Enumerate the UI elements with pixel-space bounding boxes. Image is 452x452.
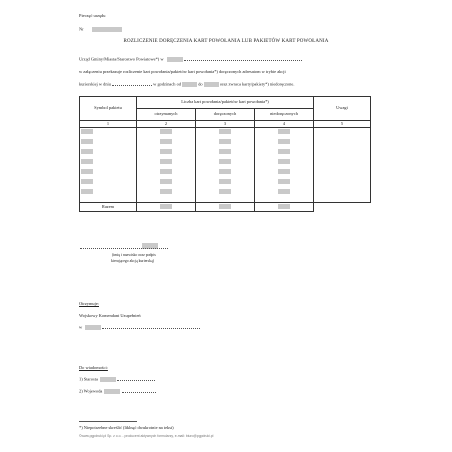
recipient-city-field[interactable] xyxy=(85,325,101,330)
footnote: *) Niepotrzebne skreślić (liklnąć dwukrotnie na tekst) xyxy=(79,425,174,430)
body-line-3 xyxy=(79,82,294,87)
dotted-line xyxy=(102,328,200,329)
footnote-divider xyxy=(79,421,137,422)
cc-item-2-label: 2) Wojewoda xyxy=(79,388,103,394)
remarks-cells[interactable] xyxy=(314,128,371,203)
header-undelivered: niedoręczonych xyxy=(255,109,314,121)
recipient-location xyxy=(79,325,200,330)
date-label: kurierskiej w dniu xyxy=(79,81,111,87)
delivered-cells[interactable] xyxy=(196,128,255,203)
time-from-label: w godzinach od xyxy=(153,81,181,87)
delivery-table xyxy=(79,96,371,212)
signature-caption-2: kierującego akcją kurierską) xyxy=(111,259,155,263)
dotted-line xyxy=(184,60,302,61)
document-number xyxy=(79,27,122,32)
header-remarks: Uwagi xyxy=(314,97,371,121)
received-cells[interactable] xyxy=(137,128,196,203)
recipient-office: Wojskowy Komendant Uzupełnień xyxy=(79,313,141,318)
cc-item-2 xyxy=(79,389,156,394)
total-received[interactable] xyxy=(137,203,196,212)
office-name-field[interactable] xyxy=(167,57,183,62)
cc-label: Do wiadomości: xyxy=(79,365,108,370)
document-title: ROZLICZENIE DORĘCZENIA KART POWOŁANIA LUB PAKIETÓW KART POWOŁANIA xyxy=(123,39,329,44)
footer-credit: ©www.pgpdruki.pl Sp. z o.o. - producent aktywnych formularzy, e-mail: biuro@pgpdruki.pl xyxy=(79,434,214,438)
body-line-2: w załączeniu przekazuje rozliczenie kart powołania/pakietów kart powołania*) doręczonych adresatom w trybie akcji xyxy=(79,69,286,74)
signature-line xyxy=(80,248,168,249)
total-label: Razem xyxy=(80,203,137,212)
cc-item-2-field[interactable] xyxy=(104,389,120,394)
time-from-field[interactable] xyxy=(182,82,197,87)
symbol-cells[interactable] xyxy=(80,128,137,203)
total-row xyxy=(80,203,371,212)
dotted-line xyxy=(122,392,156,393)
total-delivered[interactable] xyxy=(196,203,255,212)
undelivered-cells[interactable] xyxy=(255,128,314,203)
time-to-label: do xyxy=(198,81,203,87)
col-number: 3 xyxy=(196,121,255,128)
col-number: 2 xyxy=(137,121,196,128)
number-prefix: Nr xyxy=(79,26,84,32)
col-number: 5 xyxy=(314,121,371,128)
cc-item-1-label: 1) Starosta xyxy=(79,376,98,382)
body-line-1 xyxy=(79,57,302,62)
recipient-prefix: w xyxy=(79,324,83,330)
cc-item-1-field[interactable] xyxy=(100,377,116,382)
col-number: 4 xyxy=(255,121,314,128)
time-to-field[interactable] xyxy=(204,82,219,87)
dotted-line xyxy=(117,380,155,381)
header-group: Liczba kart powołania/pakietów kart powołania*) xyxy=(137,97,314,109)
return-text: oraz zwraca karty/pakiety*) niedoręczone. xyxy=(219,81,295,87)
number-field[interactable] xyxy=(92,27,122,32)
cc-item-1 xyxy=(79,377,155,382)
header-delivered: doręczonych xyxy=(196,109,255,121)
header-symbol: Symbol pakietu xyxy=(80,97,137,121)
signature-caption-1: (imię i nazwisko oraz podpis xyxy=(112,253,156,257)
total-blank xyxy=(314,203,371,212)
office-label: Urząd Gminy/Miasta/Starostwo Powiatowe*) w xyxy=(79,56,164,62)
data-rows xyxy=(80,128,371,203)
stamp-label: Pieczęć urzędu xyxy=(79,13,106,18)
total-undelivered[interactable] xyxy=(255,203,314,212)
header-received: otrzymanych xyxy=(137,109,196,121)
date-field[interactable] xyxy=(112,85,152,86)
col-number: 1 xyxy=(80,121,137,128)
recipient-label: Otrzymuje: xyxy=(79,301,99,306)
